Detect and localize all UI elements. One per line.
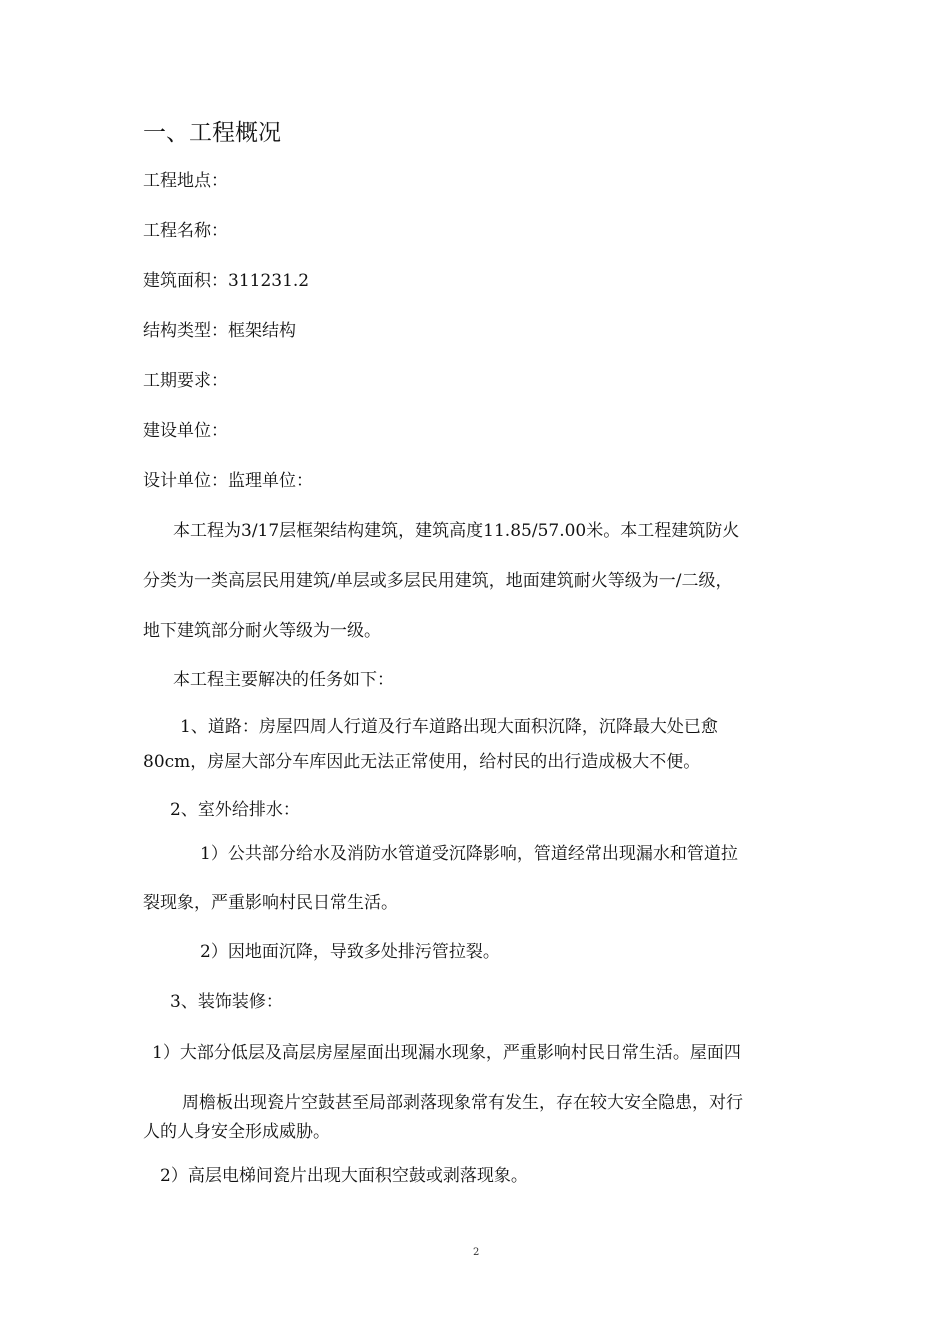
field-design-supervision: 设计单位：监理单位： — [143, 471, 313, 491]
decoration-1-line-1: 1）大部分低层及高层房屋屋面出现漏水现象，严重影响村民日常生活。屋面四 — [152, 1043, 741, 1063]
field-location: 工程地点： — [143, 171, 228, 191]
overview-line-3: 地下建筑部分耐火等级为一级。 — [143, 621, 381, 641]
overview-line-2: 分类为一类高层民用建筑/单层或多层民用建筑，地面建筑耐火等级为一/二级， — [143, 571, 733, 591]
field-structure-type: 结构类型：框架结构 — [143, 321, 296, 341]
drainage-1-line-1: 1）公共部分给水及消防水管道受沉降影响，管道经常出现漏水和管道拉 — [200, 844, 738, 864]
decoration-2: 2）高层电梯间瓷片出现大面积空鼓或剥落现象。 — [160, 1166, 528, 1186]
field-schedule: 工期要求： — [143, 371, 228, 391]
section-title: 一、工程概况 — [143, 120, 281, 146]
field-building-area: 建筑面积：311231.2 — [143, 271, 310, 291]
overview-line-1: 本工程为3/17层框架结构建筑，建筑高度11.85/57.00米。本工程建筑防火 — [173, 521, 740, 541]
field-project-name: 工程名称： — [143, 221, 228, 241]
road-line-2: 80cm，房屋大部分车库因此无法正常使用，给村民的出行造成极大不便。 — [143, 752, 701, 772]
page-number: 2 — [473, 1247, 480, 1258]
decoration-heading: 3、装饰装修： — [170, 992, 283, 1012]
decoration-1-line-2: 周檐板出现瓷片空鼓甚至局部剥落现象常有发生，存在较大安全隐患，对行 — [182, 1093, 743, 1113]
tasks-intro: 本工程主要解决的任务如下： — [173, 670, 394, 690]
drainage-1-line-2: 裂现象，严重影响村民日常生活。 — [143, 893, 398, 913]
road-line-1: 1、道路：房屋四周人行道及行车道路出现大面积沉降，沉降最大处已愈 — [180, 717, 718, 737]
drainage-2: 2）因地面沉降，导致多处排污管拉裂。 — [200, 942, 500, 962]
decoration-1-line-3: 人的人身安全形成威胁。 — [143, 1122, 330, 1142]
drainage-heading: 2、室外给排水： — [170, 800, 300, 820]
field-owner: 建设单位： — [143, 421, 228, 441]
